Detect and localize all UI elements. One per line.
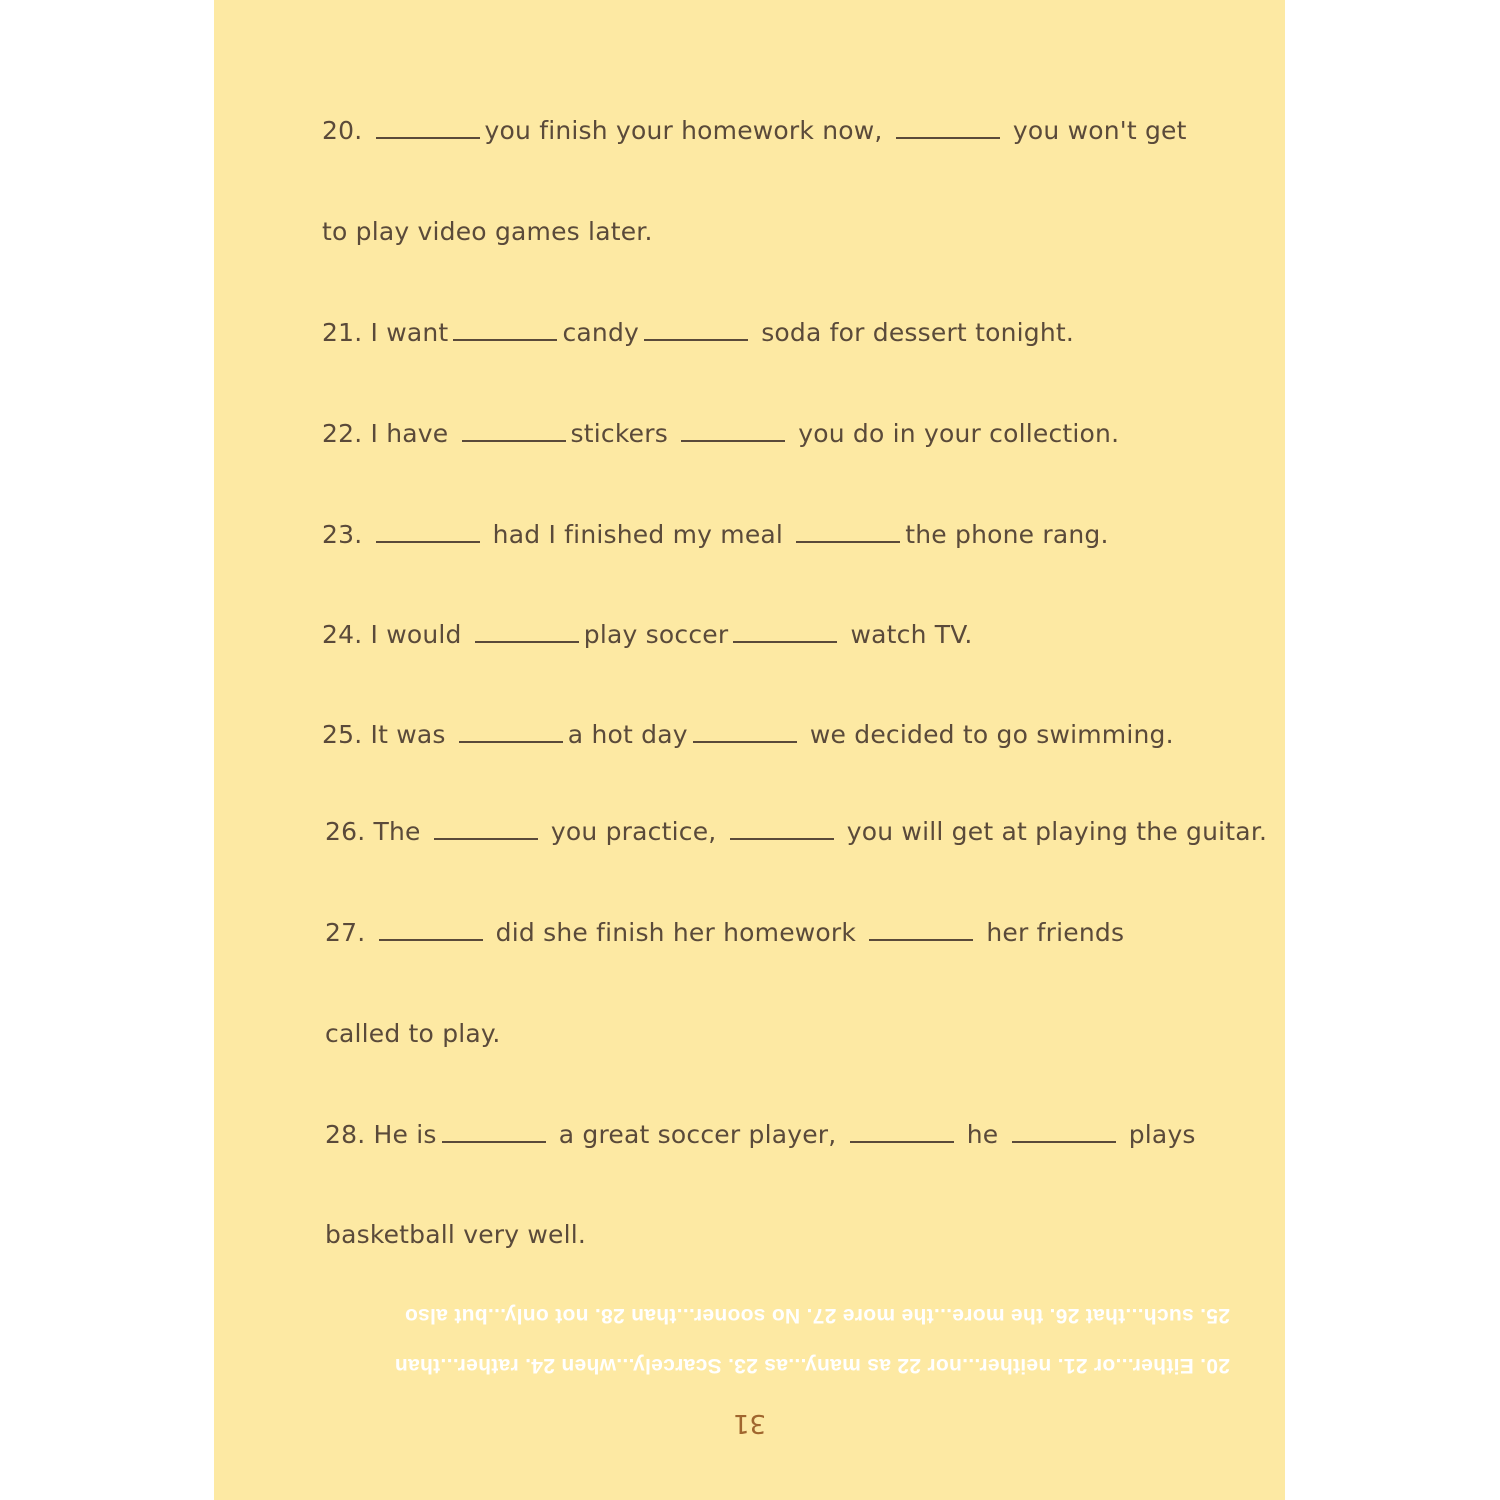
question-text: 24. I would [322, 620, 462, 649]
answer-blank[interactable] [644, 339, 748, 341]
question-28-line-1 [325, 1120, 1196, 1149]
question-text: did she finish her homework [495, 918, 857, 947]
question-text: stickers [570, 419, 668, 448]
question-text: you do in your collection. [798, 419, 1120, 448]
question-20-line-1 [322, 116, 1187, 145]
question-text: had I finished my meal [492, 520, 784, 549]
answer-blank[interactable] [475, 641, 579, 643]
question-text: play soccer [583, 620, 729, 649]
question-28-line-2 [325, 1220, 586, 1249]
answer-blank[interactable] [733, 641, 837, 643]
question-text: you won't get [1012, 116, 1187, 145]
question-21 [322, 318, 1074, 347]
question-text: watch TV. [850, 620, 973, 649]
answer-blank[interactable] [376, 137, 480, 139]
question-text: 20. [322, 116, 363, 145]
answer-blank[interactable] [1012, 1141, 1116, 1143]
worksheet-page [214, 0, 1285, 1500]
answer-blank[interactable] [379, 939, 483, 941]
question-text: 26. The [325, 817, 421, 846]
question-text: the phone rang. [905, 520, 1109, 549]
question-text: 22. I have [322, 419, 449, 448]
question-text: candy [562, 318, 640, 347]
question-text: you practice, [550, 817, 717, 846]
question-27-line-2 [325, 1019, 501, 1048]
question-25 [322, 720, 1174, 749]
question-text: we decided to go swimming. [809, 720, 1174, 749]
answer-blank[interactable] [376, 541, 480, 543]
question-text: soda for dessert tonight. [761, 318, 1075, 347]
question-text: he [966, 1120, 999, 1149]
question-text: her friends [986, 918, 1125, 947]
answer-key-line-2: 25. such...that 26. the more...the more 27. No sooner...than 28. not only...but also [404, 1304, 1230, 1327]
question-27-line-1 [325, 918, 1124, 947]
answer-key-line-1: 20. Either...or 21. neither...nor 22 as many...as 23. Scarcely...when 24. rather...than [394, 1354, 1230, 1377]
question-text: called to play. [325, 1019, 501, 1048]
question-text: a hot day [567, 720, 688, 749]
question-text: you will get at playing the guitar. [846, 817, 1268, 846]
question-text: 28. He is [325, 1120, 437, 1149]
answer-blank[interactable] [796, 541, 900, 543]
question-text: 23. [322, 520, 363, 549]
answer-blank[interactable] [459, 741, 563, 743]
question-text: to play video games later. [322, 217, 653, 246]
question-text: basketball very well. [325, 1220, 587, 1249]
question-24 [322, 620, 973, 649]
question-text: 25. It was [322, 720, 446, 749]
answer-blank[interactable] [693, 741, 797, 743]
answer-key [284, 1287, 1230, 1377]
answer-blank[interactable] [442, 1141, 546, 1143]
answer-blank[interactable] [434, 838, 538, 840]
question-text: a great soccer player, [558, 1120, 837, 1149]
question-text: 21. I want [322, 318, 449, 347]
page-number: 31 [732, 1408, 767, 1438]
answer-blank[interactable] [453, 339, 557, 341]
answer-blank[interactable] [850, 1141, 954, 1143]
question-text: plays [1128, 1120, 1196, 1149]
answer-blank[interactable] [896, 137, 1000, 139]
question-23 [322, 520, 1109, 549]
answer-blank[interactable] [681, 440, 785, 442]
question-text: you finish your homework now, [484, 116, 883, 145]
question-22 [322, 419, 1119, 448]
question-20-line-2 [322, 217, 653, 246]
answer-blank[interactable] [462, 440, 566, 442]
answer-blank[interactable] [730, 838, 834, 840]
question-26 [325, 817, 1267, 846]
answer-blank[interactable] [869, 939, 973, 941]
question-text: 27. [325, 918, 366, 947]
